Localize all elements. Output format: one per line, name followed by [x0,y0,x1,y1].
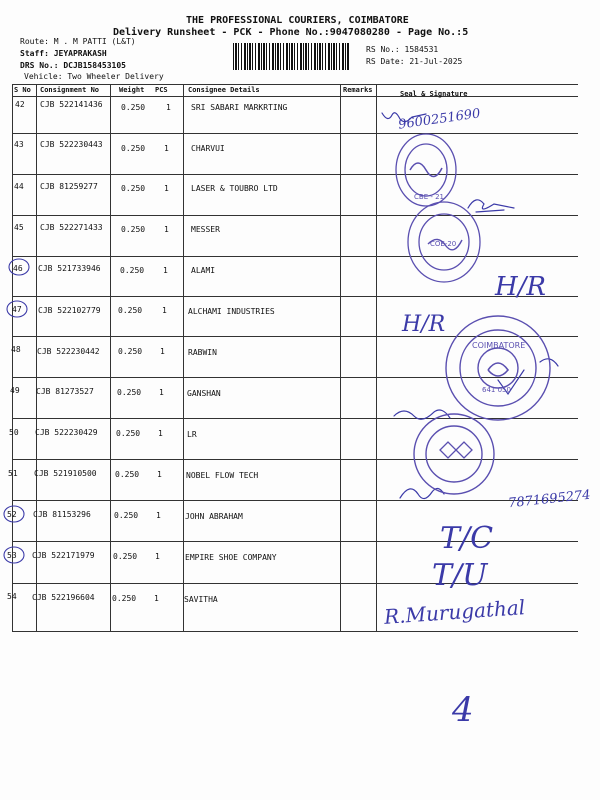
lr-stamp-icon [410,410,498,498]
row-sno: 44 [14,182,24,191]
company-title: THE PROFESSIONAL COURIERS, COIMBATORE [186,15,409,26]
row-consignee: CHARVUI [191,144,225,153]
handwritten-phone-51: 7871695274 [507,487,592,512]
row-weight: 0.250 [114,511,139,520]
row-consignee: ALAMI [191,266,216,275]
row-sno: 42 [15,100,25,109]
row-sno: 50 [9,428,19,437]
handwritten-tc-52: T/C [440,521,494,556]
row-consignment: CJB 522171979 [32,551,95,560]
messer-stamp-icon [406,200,486,285]
row-sno: 51 [8,469,18,478]
runsheet-subtitle: Delivery Runsheet - PCK - Phone No.:9047080280 - Page No.:5 [113,27,469,38]
row-consignee: NOBEL FLOW TECH [186,471,259,480]
row-sno: 47 [12,305,22,314]
rabwin-stamp-pin: 641 050 [482,386,511,394]
rabwin-stamp-icon [444,314,554,424]
rabwin-stamp-city: COIMBATORE [472,341,526,350]
row-consignee: LASER & TOUBRO LTD [191,184,278,193]
row-weight: 0.250 [117,388,142,397]
row-sno: 54 [7,592,17,601]
row-pcs: 1 [163,266,168,275]
row-consignee: LR [187,430,197,439]
row-weight: 0.250 [115,470,140,479]
row-pcs: 1 [158,429,163,438]
handwritten-phone-42: 9600251690 [397,106,482,133]
row-sno: 49 [10,386,20,395]
row-pcs: 1 [162,306,167,315]
messer-stamp-text: COE-20 [430,240,457,248]
row-pcs: 1 [166,103,171,112]
row-sno: 46 [13,264,23,273]
row-consignee: SAVITHA [184,595,218,604]
row-consignment: CJB 522230429 [35,428,98,437]
row-weight: 0.250 [121,225,146,234]
row-sno: 43 [14,140,24,149]
row-weight: 0.250 [120,266,145,275]
col-pcs: PCS [155,86,168,94]
charvui-stamp-text: CBE - 21 [414,193,444,201]
row-consignment: CJB 522141436 [40,100,103,109]
row-weight: 0.250 [118,347,143,356]
row-consignee: SRI SABARI MARKRTING [191,103,288,112]
row-sno: 53 [7,551,17,560]
row-consignee: ALCHAMI INDUSTRIES [188,307,275,316]
handwritten-page-mark: 4 [452,690,474,730]
handwritten-hr-46: H/R [495,272,547,302]
row-pcs: 1 [154,594,159,603]
row-weight: 0.250 [112,594,137,603]
row-pcs: 1 [160,347,165,356]
row-consignment: CJB 522230443 [40,140,103,149]
row-consignment: CJB 522196604 [32,593,95,602]
row-weight: 0.250 [116,429,141,438]
row-pcs: 1 [155,552,160,561]
col-seal: Seal & Signature [400,90,468,98]
row-consignment: CJB 521910500 [34,469,97,478]
row-pcs: 1 [156,511,161,520]
row-pcs: 1 [157,470,162,479]
handwritten-signature-54: R.Murugathal [383,595,526,629]
vehicle-text: Vehicle: Two Wheeler Delivery [24,72,164,81]
col-consignee: Consignee Details [188,86,260,94]
handwritten-hr-47: H/R [402,312,446,337]
row-weight: 0.250 [118,306,143,315]
row-sno: 48 [11,345,21,354]
row-consignment: CJB 522102779 [38,306,101,315]
row-consignment: CJB 521733946 [38,264,101,273]
row-sno: 52 [7,510,17,519]
route-text: Route: M . M PATTI (L&T) [20,37,136,46]
row-consignment: CJB 522230442 [37,347,100,356]
col-sno: S No [14,86,31,94]
row-weight: 0.250 [121,184,146,193]
row-consignee: GANSHAN [187,389,221,398]
col-weight: Weight [119,86,145,94]
row-consignment: CJB 81259277 [40,182,98,191]
rs-no: RS No.: 1584531 [366,45,439,54]
row-consignment: CJB 81273527 [36,387,94,396]
handwritten-tu-53: T/U [432,558,488,593]
row-consignee: RABWIN [188,348,217,357]
row-consignment: CJB 81153296 [33,510,91,519]
row-weight: 0.250 [121,144,146,153]
rs-date: RS Date: 21-Jul-2025 [366,57,463,66]
staff-text: Staff: JEYAPRAKASH [20,49,107,58]
row-consignment: CJB 522271433 [40,223,103,232]
row-pcs: 1 [159,388,164,397]
row-weight: 0.250 [121,103,146,112]
row-pcs: 1 [164,184,169,193]
row-consignee: MESSER [191,225,220,234]
col-consignment: Consignment No [40,86,100,94]
drs-text: DRS No.: DCJB158453105 [20,61,126,70]
row-pcs: 1 [164,225,169,234]
row-weight: 0.250 [113,552,138,561]
row-pcs: 1 [164,144,169,153]
row-consignee: EMPIRE SHOE COMPANY [185,553,277,562]
col-remarks: Remarks [343,86,373,94]
row-consignee: JOHN ABRAHAM [185,512,243,521]
row-sno: 45 [14,223,24,232]
